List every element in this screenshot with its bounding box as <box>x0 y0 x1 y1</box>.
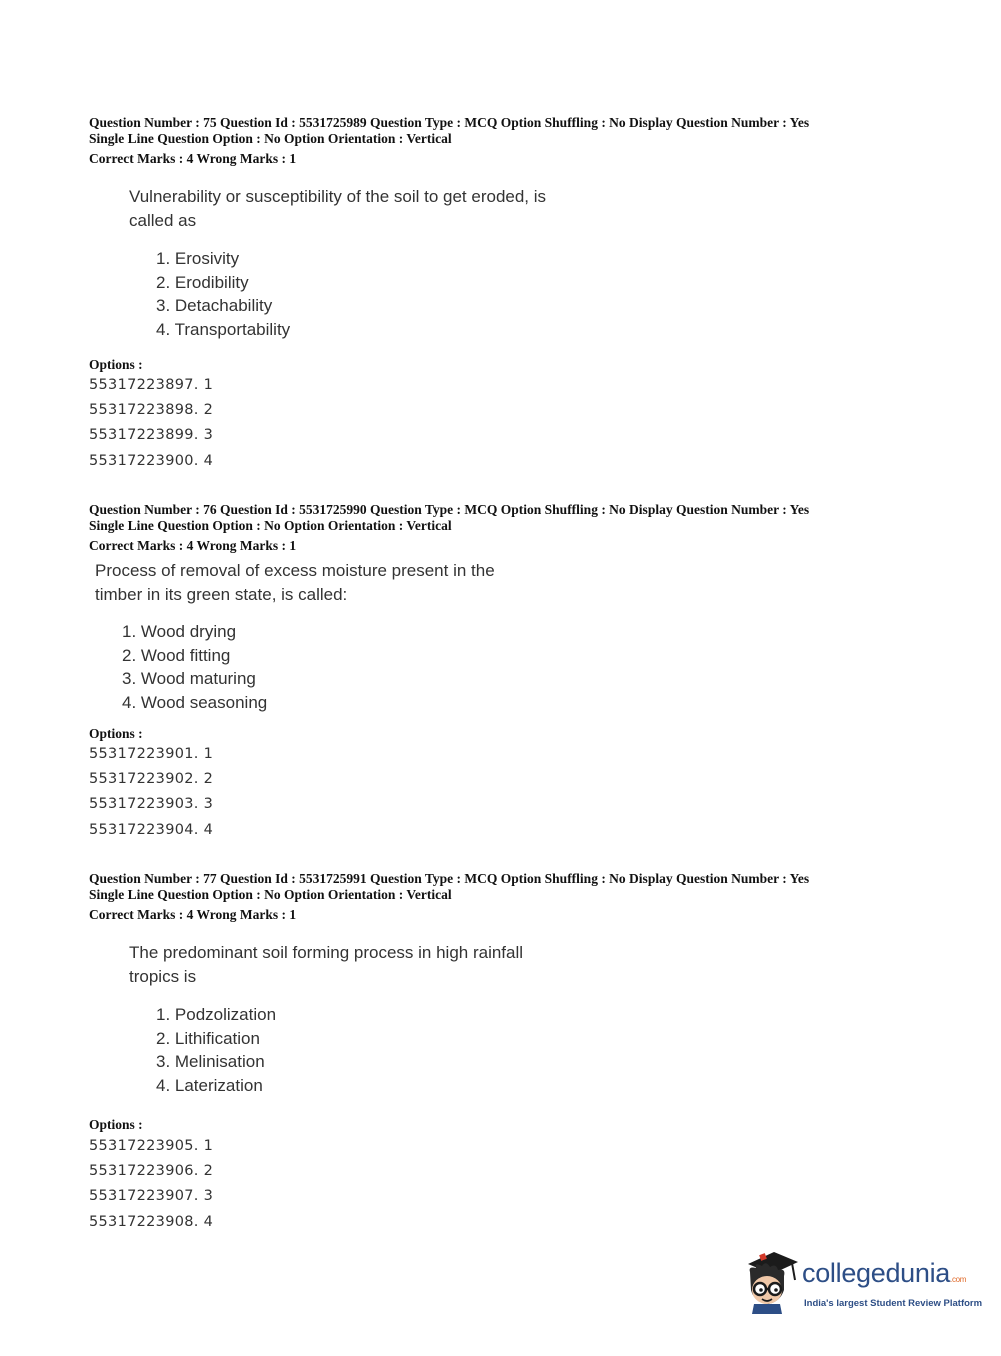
question-meta-line1: Question Number : 76 Question Id : 5531725990 Question Type : MCQ Option Shuffling : No Display Question Number : Yes <box>89 502 810 517</box>
question-77-stem <box>129 941 523 989</box>
options-label: Options : <box>89 726 143 741</box>
option-item: 55317223908. 4 <box>89 1213 214 1230</box>
logo-wordmark <box>802 1258 966 1289</box>
stem-line: The predominant soil forming process in high rainfall <box>129 943 524 962</box>
question-75-stem <box>129 185 546 233</box>
question-77-header <box>89 871 909 923</box>
option-item: 55317223901. 1 <box>89 746 214 762</box>
question-76-options <box>89 742 213 843</box>
option-item: 55317223899. 3 <box>89 427 214 444</box>
question-meta-line2: Single Line Question Option : No Option Orientation : Vertical <box>89 130 452 146</box>
stem-line: called as <box>129 211 197 230</box>
question-76-choices <box>122 620 267 714</box>
choice-item: 4. Wood seasoning <box>122 692 268 712</box>
question-75-options <box>89 373 213 474</box>
options-label: Options : <box>89 357 143 372</box>
choice-item: 4. Transportability <box>156 319 291 339</box>
stem-line: Vulnerability or susceptibility of the soil to get eroded, is <box>129 187 547 206</box>
question-77-choices <box>156 1003 276 1097</box>
option-item: 55317223903. 3 <box>89 796 214 813</box>
question-marks: Correct Marks : 4 Wrong Marks : 1 <box>89 907 297 922</box>
choice-item: 2. Erodibility <box>156 272 249 292</box>
option-item: 55317223905. 1 <box>89 1138 214 1154</box>
options-label: Options : <box>89 1117 143 1132</box>
question-marks: Correct Marks : 4 Wrong Marks : 1 <box>89 151 297 166</box>
logo-suffix: .com <box>950 1275 967 1284</box>
option-item: 55317223904. 4 <box>89 821 214 838</box>
question-meta-line2: Single Line Question Option : No Option Orientation : Vertical <box>89 886 452 902</box>
option-item: 55317223906. 2 <box>89 1163 214 1180</box>
choice-item: 3. Wood maturing <box>122 669 256 688</box>
question-76-header <box>89 502 909 554</box>
choice-item: 4. Laterization <box>156 1075 263 1095</box>
question-meta-line1: Question Number : 77 Question Id : 5531725991 Question Type : MCQ Option Shuffling : No Display Question Number : Yes <box>89 871 810 886</box>
option-item: 55317223907. 3 <box>89 1188 214 1205</box>
stem-line: Process of removal of excess moisture present in the <box>95 561 495 580</box>
choice-item: 1. Podzolization <box>156 1005 277 1024</box>
stem-line: timber in its green state, is called: <box>95 585 348 604</box>
question-meta-line2: Single Line Question Option : No Option Orientation : Vertical <box>89 517 452 533</box>
option-item: 55317223898. 2 <box>89 402 214 419</box>
collegedunia-logo <box>740 1250 983 1320</box>
logo-name: collegedunia <box>802 1258 951 1288</box>
question-75-choices <box>156 247 290 341</box>
option-item: 55317223900. 4 <box>89 452 214 469</box>
logo-tagline: India's largest Student Review Platform <box>804 1298 983 1309</box>
question-75-header <box>89 115 909 167</box>
question-marks: Correct Marks : 4 Wrong Marks : 1 <box>89 538 297 553</box>
choice-item: 3. Melinisation <box>156 1052 265 1071</box>
question-76-stem <box>95 559 495 607</box>
choice-item: 1. Wood drying <box>122 622 237 641</box>
option-item: 55317223902. 2 <box>89 771 214 788</box>
choice-item: 3. Detachability <box>156 296 273 315</box>
stem-line: tropics is <box>129 967 197 986</box>
question-meta-line1: Question Number : 75 Question Id : 5531725989 Question Type : MCQ Option Shuffling : No Display Question Number : Yes <box>89 115 810 130</box>
question-77-options <box>89 1134 213 1235</box>
choice-item: 1. Erosivity <box>156 249 240 268</box>
option-item: 55317223897. 1 <box>89 377 214 393</box>
choice-item: 2. Wood fitting <box>122 645 231 665</box>
mascot-icon <box>740 1250 800 1314</box>
choice-item: 2. Lithification <box>156 1028 260 1048</box>
